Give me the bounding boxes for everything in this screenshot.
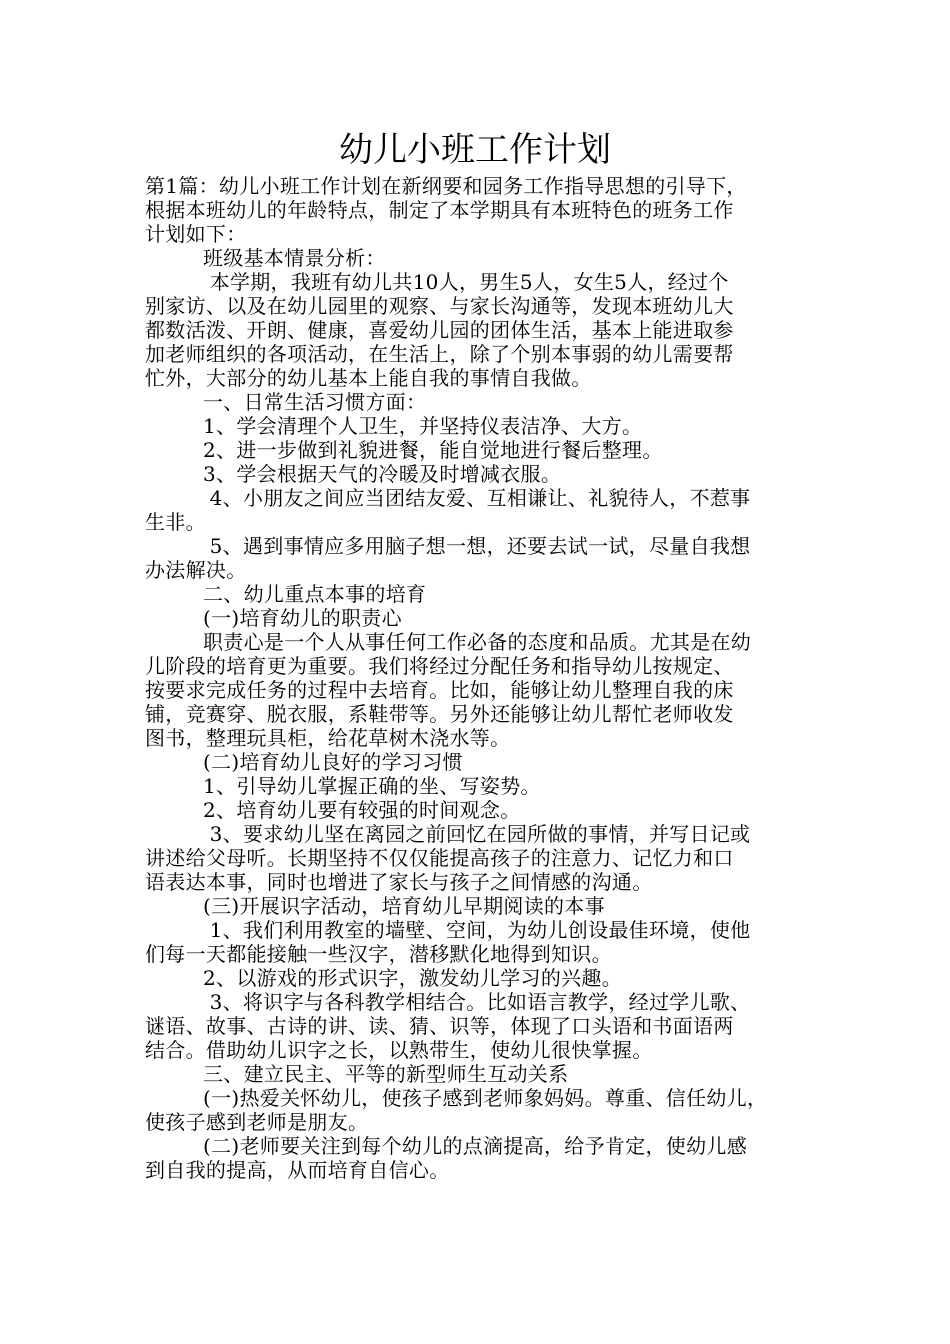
document-line: (三)开展识字活动，培育幼儿早期阅读的本事: [203, 894, 605, 918]
document-line: 儿阶段的培育更为重要。我们将经过分配任务和指导幼儿按规定、: [145, 654, 734, 678]
document-line: 谜语、故事、古诗的讲、读、猜、识等，体现了口头语和书面语两: [145, 1014, 734, 1038]
document-line: 都数活泼、开朗、健康，喜爱幼儿园的团体生活，基本上能进取参: [145, 318, 734, 342]
document-line: 3、学会根据天气的冷暖及时增减衣服。: [203, 462, 562, 486]
document-line: 1、引导幼儿掌握正确的坐、写姿势。: [203, 774, 541, 798]
document-line: 铺，竞赛穿、脱衣服，系鞋带等。另外还能够让幼儿帮忙老师收发: [145, 702, 734, 726]
document-line: (二)培育幼儿良好的学习习惯: [203, 750, 463, 774]
document-line: 二、幼儿重点本事的培育: [203, 582, 427, 606]
document-line: 结合。借助幼儿识字之长，以熟带生，使幼儿很快掌握。: [145, 1038, 653, 1062]
document-title: 幼儿小班工作计划: [339, 130, 611, 170]
document-line: 1、我们利用教室的墙壁、空间，为幼儿创设最佳环境，使他: [203, 918, 751, 942]
document-line: 讲述给父母听。长期坚持不仅仅能提高孩子的注意力、记忆力和口: [145, 846, 734, 870]
document-line: 计划如下：: [145, 222, 247, 246]
document-line: (一)培育幼儿的职责心: [203, 606, 402, 630]
document-line: 第1篇：幼儿小班工作计划在新纲要和园务工作指导思想的引导下，: [145, 174, 747, 198]
document-line: 班级基本情景分析：: [203, 246, 386, 270]
document-line: (二)老师要关注到每个幼儿的点滴提高，给予肯定，使幼儿感: [203, 1134, 748, 1158]
document-line: (一)热爱关怀幼儿，使孩子感到老师象妈妈。尊重、信任幼儿，: [203, 1086, 768, 1110]
document-line: 职责心是一个人从事任何工作必备的态度和品质。尤其是在幼: [203, 630, 752, 654]
document-line: 到自我的提高，从而培育自信心。: [145, 1158, 450, 1182]
document-line: 2、进一步做到礼貌进餐，能自觉地进行餐后整理。: [203, 438, 663, 462]
document-line: 使孩子感到老师是朋友。: [145, 1110, 369, 1134]
document-line: 别家访、以及在幼儿园里的观察、与家长沟通等，发现本班幼儿大: [145, 294, 734, 318]
document-body: [145, 174, 825, 1182]
document-line: 按要求完成任务的过程中去培育。比如，能够让幼儿整理自我的床: [145, 678, 734, 702]
document-line: 生非。: [145, 510, 206, 534]
document-line: 3、要求幼儿坚在离园之前回忆在园所做的事情，并写日记或: [203, 822, 751, 846]
document-line: 1、学会清理个人卫生，并坚持仪表洁净、大方。: [203, 414, 643, 438]
document-line: 忙外，大部分的幼儿基本上能自我的事情自我做。: [145, 366, 592, 390]
document-line: 4、小朋友之间应当团结友爱、互相谦让、礼貌待人，不惹事: [203, 486, 751, 510]
document-line: 根据本班幼儿的年龄特点，制定了本学期具有本班特色的班务工作: [145, 198, 734, 222]
document-line: 三、建立民主、平等的新型师生互动关系: [203, 1062, 569, 1086]
document-line: 3、将识字与各科教学相结合。比如语言教学，经过学儿歌、: [203, 990, 751, 1014]
document-line: 办法解决。: [145, 558, 247, 582]
document-line: 5、遇到事情应多用脑子想一想，还要去试一试，尽量自我想: [203, 534, 751, 558]
document-line: 图书，整理玩具柜，给花草树木浇水等。: [145, 726, 511, 750]
document-line: 们每一天都能接触一些汉字，潜移默化地得到知识。: [145, 942, 612, 966]
document-line: 语表达本事，同时也增进了家长与孩子之间情感的沟通。: [145, 870, 653, 894]
document-line: 2、培育幼儿要有较强的时间观念。: [203, 798, 521, 822]
document-line: 本学期，我班有幼儿共10人，男生5人，女生5人，经过个: [203, 270, 729, 294]
document-line: 加老师组织的各项活动，在生活上，除了个别本事弱的幼儿需要帮: [145, 342, 734, 366]
document-line: 一、日常生活习惯方面：: [203, 390, 427, 414]
document-line: 2、以游戏的形式识字，激发幼儿学习的兴趣。: [203, 966, 623, 990]
